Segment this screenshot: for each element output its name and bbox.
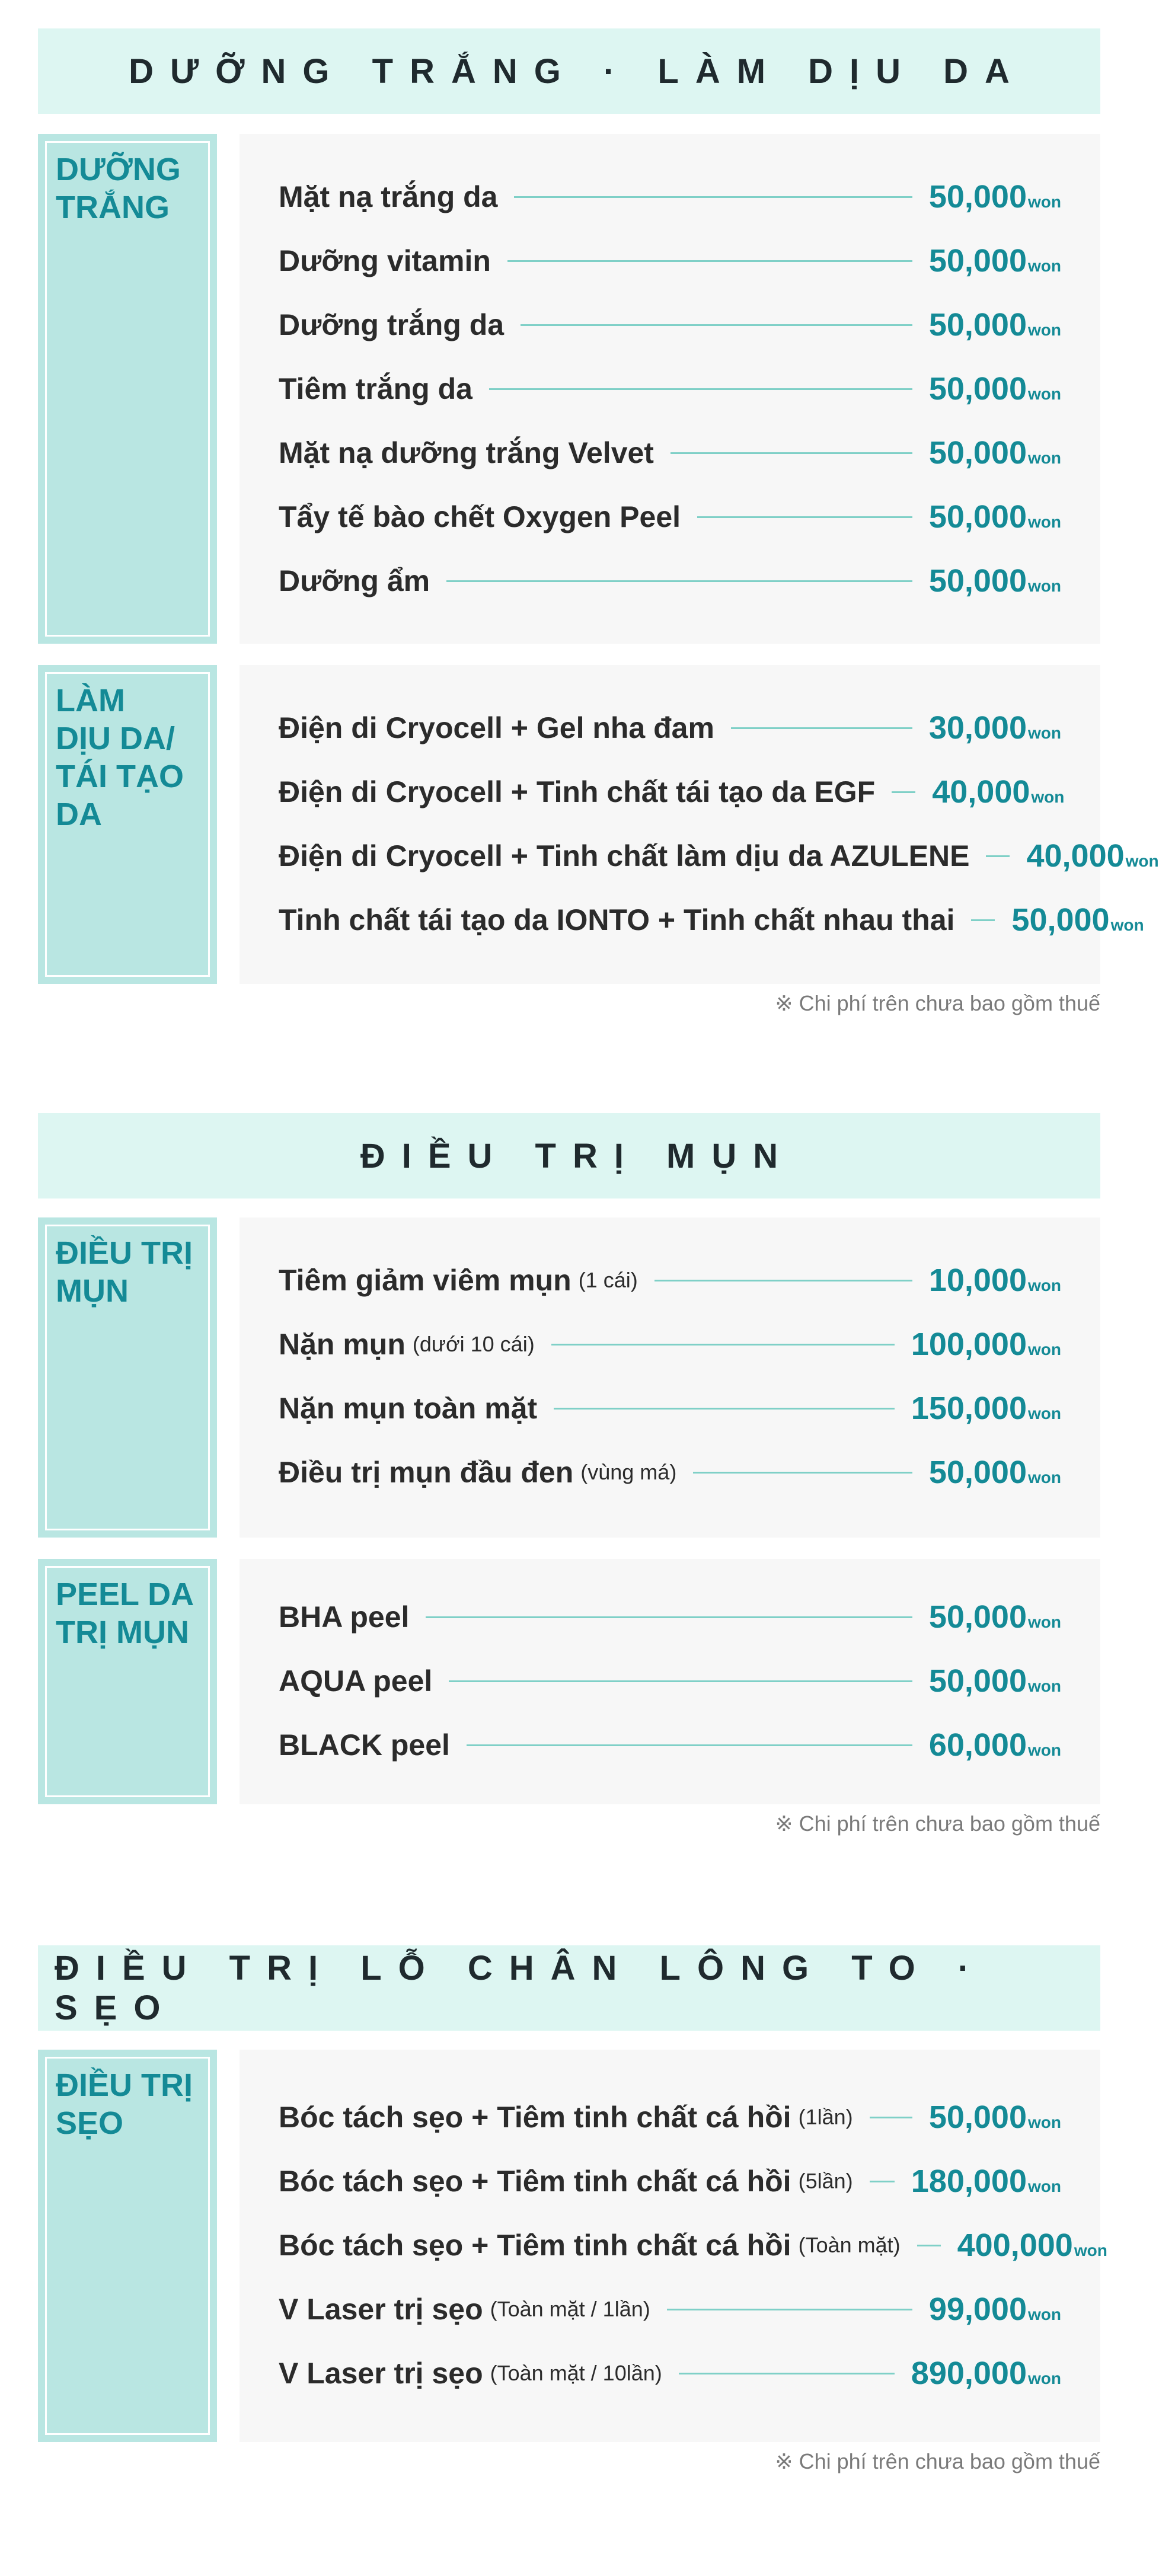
item-name: Nặn mụn bbox=[279, 1328, 406, 1361]
price-value: 150,000 bbox=[911, 1391, 1027, 1426]
item-name: Nặn mụn toàn mặt bbox=[279, 1392, 538, 1425]
dotted-leader bbox=[667, 2309, 912, 2310]
price-item bbox=[279, 1713, 1061, 1777]
tax-note: ※ Chi phí trên chưa bao gồm thuế bbox=[775, 2449, 1100, 2473]
dotted-leader bbox=[654, 1280, 912, 1281]
item-price bbox=[929, 562, 1061, 599]
price-value: 50,000 bbox=[928, 2099, 1027, 2135]
price-group bbox=[38, 665, 1159, 984]
price-unit: won bbox=[1028, 577, 1061, 595]
item-price bbox=[929, 242, 1061, 279]
price-item bbox=[279, 696, 1061, 760]
dotted-leader bbox=[514, 196, 912, 198]
price-item bbox=[279, 357, 1061, 421]
item-price bbox=[911, 2163, 1061, 2200]
item-name: Điện di Cryocell + Gel nha đam bbox=[279, 711, 714, 744]
price-group bbox=[38, 1559, 1100, 1804]
dotted-leader bbox=[521, 324, 912, 326]
tax-note: ※ Chi phí trên chưa bao gồm thuế bbox=[775, 1811, 1100, 1836]
item-price bbox=[929, 1663, 1061, 1699]
item-name: Mặt nạ dưỡng trắng Velvet bbox=[279, 436, 654, 469]
items-panel bbox=[240, 665, 1159, 984]
section-title: DƯỠNG TRẮNG · LÀM DỊU DA bbox=[129, 52, 1026, 91]
price-item bbox=[279, 165, 1061, 229]
price-item bbox=[279, 2213, 1107, 2277]
item-price bbox=[1026, 838, 1158, 874]
item-name: Điện di Cryocell + Tinh chất làm dịu da AZULENE bbox=[279, 839, 970, 872]
item-name: Điện di Cryocell + Tinh chất tái tạo da EGF bbox=[279, 775, 876, 808]
price-unit: won bbox=[1125, 852, 1159, 870]
price-unit: won bbox=[1028, 2369, 1061, 2388]
item-note: (Toàn mặt) bbox=[798, 2233, 901, 2257]
price-group bbox=[38, 2050, 1107, 2442]
item-price bbox=[929, 709, 1061, 746]
price-value: 50,000 bbox=[928, 1455, 1027, 1490]
price-unit: won bbox=[1028, 1276, 1061, 1295]
items-list bbox=[279, 1585, 1061, 1777]
item-name: V Laser trị sẹo bbox=[279, 2293, 483, 2326]
item-price bbox=[929, 306, 1061, 343]
price-unit: won bbox=[1028, 257, 1061, 275]
item-name: Bóc tách sẹo + Tiêm tinh chất cá hồi bbox=[279, 2229, 791, 2262]
item-name: Điều trị mụn đầu đen bbox=[279, 1456, 574, 1489]
dotted-leader bbox=[449, 1680, 912, 1682]
price-unit: won bbox=[1028, 1677, 1061, 1695]
item-price bbox=[929, 2099, 1061, 2136]
dotted-leader bbox=[870, 2181, 895, 2182]
section-header bbox=[38, 1113, 1100, 1198]
items-panel bbox=[240, 1217, 1100, 1538]
item-name: AQUA peel bbox=[279, 1664, 433, 1698]
price-unit: won bbox=[1028, 1340, 1061, 1359]
price-value: 30,000 bbox=[928, 710, 1027, 746]
price-value: 40,000 bbox=[1026, 838, 1125, 874]
price-unit: won bbox=[1028, 2113, 1061, 2131]
price-item bbox=[279, 1248, 1061, 1312]
dotted-leader bbox=[467, 1744, 912, 1746]
price-item bbox=[279, 824, 1159, 888]
dotted-leader bbox=[971, 919, 995, 921]
items-panel bbox=[240, 134, 1100, 644]
item-price bbox=[932, 774, 1064, 810]
price-item bbox=[279, 293, 1061, 357]
item-price bbox=[929, 498, 1061, 535]
price-item bbox=[279, 2341, 1061, 2405]
price-value: 50,000 bbox=[928, 499, 1027, 535]
item-name: Bóc tách sẹo + Tiêm tinh chất cá hồi bbox=[279, 2165, 791, 2198]
item-price bbox=[957, 2227, 1107, 2264]
item-name: Dưỡng vitamin bbox=[279, 244, 491, 277]
item-note: (1 cái) bbox=[578, 1268, 638, 1292]
dotted-leader bbox=[679, 2373, 895, 2374]
price-value: 50,000 bbox=[928, 435, 1027, 471]
items-panel bbox=[240, 2050, 1107, 2442]
group-label: ĐIỀU TRỊ MỤN bbox=[56, 1235, 193, 1309]
item-note: (1lần) bbox=[798, 2105, 853, 2129]
price-value: 50,000 bbox=[928, 1663, 1027, 1699]
tax-note: ※ Chi phí trên chưa bao gồm thuế bbox=[775, 991, 1100, 1015]
price-item bbox=[279, 1649, 1061, 1713]
price-item bbox=[279, 1585, 1061, 1649]
item-price bbox=[929, 2291, 1061, 2328]
price-item bbox=[279, 888, 1144, 952]
group-label: DƯỠNG TRẮNG bbox=[56, 152, 181, 225]
item-name: Mặt nạ trắng da bbox=[279, 180, 498, 213]
section-title: ĐIỀU TRỊ MỤN bbox=[360, 1136, 795, 1175]
items-panel bbox=[240, 1559, 1100, 1804]
item-price bbox=[929, 434, 1061, 471]
item-price bbox=[929, 1262, 1061, 1299]
price-value: 40,000 bbox=[932, 774, 1030, 810]
price-unit: won bbox=[1074, 2241, 1107, 2259]
dotted-leader bbox=[870, 2117, 912, 2118]
items-list bbox=[279, 696, 1159, 952]
dotted-leader bbox=[731, 727, 912, 729]
price-unit: won bbox=[1028, 193, 1061, 211]
price-item bbox=[279, 549, 1061, 613]
price-value: 50,000 bbox=[928, 243, 1027, 279]
item-price bbox=[929, 1599, 1061, 1635]
item-name: V Laser trị sẹo bbox=[279, 2357, 483, 2390]
dotted-leader bbox=[671, 452, 912, 454]
item-price bbox=[911, 2355, 1061, 2392]
item-note: (5lần) bbox=[798, 2169, 853, 2193]
items-list bbox=[279, 1248, 1061, 1504]
item-name: Dưỡng trắng da bbox=[279, 308, 505, 341]
item-price bbox=[1011, 902, 1144, 938]
price-group bbox=[38, 1217, 1100, 1538]
item-name: BHA peel bbox=[279, 1600, 410, 1634]
items-list bbox=[279, 165, 1061, 613]
item-name: Tinh chất tái tạo da IONTO + Tinh chất nhau thai bbox=[279, 903, 955, 937]
price-item bbox=[279, 1312, 1061, 1376]
price-item bbox=[279, 2277, 1061, 2341]
group-label: ĐIỀU TRỊ SẸO bbox=[56, 2067, 193, 2141]
price-value: 99,000 bbox=[928, 2291, 1027, 2327]
item-name: Tiêm trắng da bbox=[279, 372, 472, 405]
dotted-leader bbox=[892, 791, 915, 793]
price-item bbox=[279, 229, 1061, 293]
price-unit: won bbox=[1028, 513, 1061, 531]
dotted-leader bbox=[986, 855, 1010, 857]
item-note: (dưới 10 cái) bbox=[412, 1332, 535, 1356]
price-unit: won bbox=[1028, 321, 1061, 339]
price-unit: won bbox=[1028, 1468, 1061, 1487]
dotted-leader bbox=[489, 388, 912, 390]
dotted-leader bbox=[917, 2245, 941, 2246]
price-unit: won bbox=[1028, 385, 1061, 403]
dotted-leader bbox=[697, 516, 912, 518]
dotted-leader bbox=[426, 1616, 912, 1618]
price-value: 180,000 bbox=[911, 2163, 1027, 2199]
item-price bbox=[929, 1454, 1061, 1491]
section-header bbox=[38, 28, 1100, 114]
price-unit: won bbox=[1028, 2305, 1061, 2323]
dotted-leader bbox=[554, 1408, 895, 1410]
price-value: 50,000 bbox=[928, 1599, 1027, 1635]
item-price bbox=[929, 1727, 1061, 1763]
price-value: 50,000 bbox=[928, 371, 1027, 407]
section-title: ĐIỀU TRỊ LỖ CHÂN LÔNG TO · SẸO bbox=[55, 1949, 986, 2027]
price-unit: won bbox=[1028, 1741, 1061, 1759]
price-item bbox=[279, 1376, 1061, 1440]
item-price bbox=[929, 370, 1061, 407]
price-unit: won bbox=[1110, 916, 1144, 934]
price-item bbox=[279, 485, 1061, 549]
item-name: Bóc tách sẹo + Tiêm tinh chất cá hồi bbox=[279, 2101, 791, 2134]
price-unit: won bbox=[1028, 449, 1061, 467]
price-item bbox=[279, 760, 1065, 824]
section-header bbox=[38, 1945, 1100, 2031]
price-value: 50,000 bbox=[928, 179, 1027, 215]
price-unit: won bbox=[1028, 2177, 1061, 2195]
item-note: (vùng má) bbox=[580, 1460, 677, 1484]
item-price bbox=[911, 1390, 1061, 1427]
price-unit: won bbox=[1028, 724, 1061, 742]
price-unit: won bbox=[1028, 1404, 1061, 1423]
price-value: 10,000 bbox=[928, 1263, 1027, 1298]
item-note: (Toàn mặt / 10lần) bbox=[490, 2361, 662, 2385]
price-group bbox=[38, 134, 1100, 644]
price-value: 890,000 bbox=[911, 2356, 1027, 2391]
price-value: 100,000 bbox=[911, 1327, 1027, 1362]
price-unit: won bbox=[1028, 1613, 1061, 1631]
price-value: 50,000 bbox=[928, 563, 1027, 599]
item-name: Tẩy tế bào chết Oxygen Peel bbox=[279, 500, 681, 533]
price-unit: won bbox=[1031, 788, 1065, 806]
price-item bbox=[279, 1440, 1061, 1504]
dotted-leader bbox=[507, 260, 912, 262]
dotted-leader bbox=[446, 580, 912, 582]
group-label: PEEL DA TRỊ MỤN bbox=[56, 1577, 194, 1650]
price-value: 50,000 bbox=[928, 307, 1027, 343]
items-list bbox=[279, 2085, 1107, 2405]
price-value: 400,000 bbox=[957, 2227, 1073, 2263]
price-value: 60,000 bbox=[928, 1727, 1027, 1763]
group-label: LÀM DỊU DA/ TÁI TẠO DA bbox=[56, 683, 184, 832]
item-name: BLACK peel bbox=[279, 1728, 450, 1762]
price-item bbox=[279, 421, 1061, 485]
item-name: Dưỡng ẩm bbox=[279, 564, 430, 597]
price-value: 50,000 bbox=[1011, 902, 1110, 938]
price-item bbox=[279, 2085, 1061, 2149]
price-item bbox=[279, 2149, 1061, 2213]
item-price bbox=[911, 1326, 1061, 1363]
dotted-leader bbox=[551, 1344, 895, 1345]
item-note: (Toàn mặt / 1lần) bbox=[490, 2297, 650, 2321]
item-name: Tiêm giảm viêm mụn bbox=[279, 1264, 571, 1297]
item-price bbox=[929, 178, 1061, 215]
dotted-leader bbox=[693, 1472, 912, 1474]
